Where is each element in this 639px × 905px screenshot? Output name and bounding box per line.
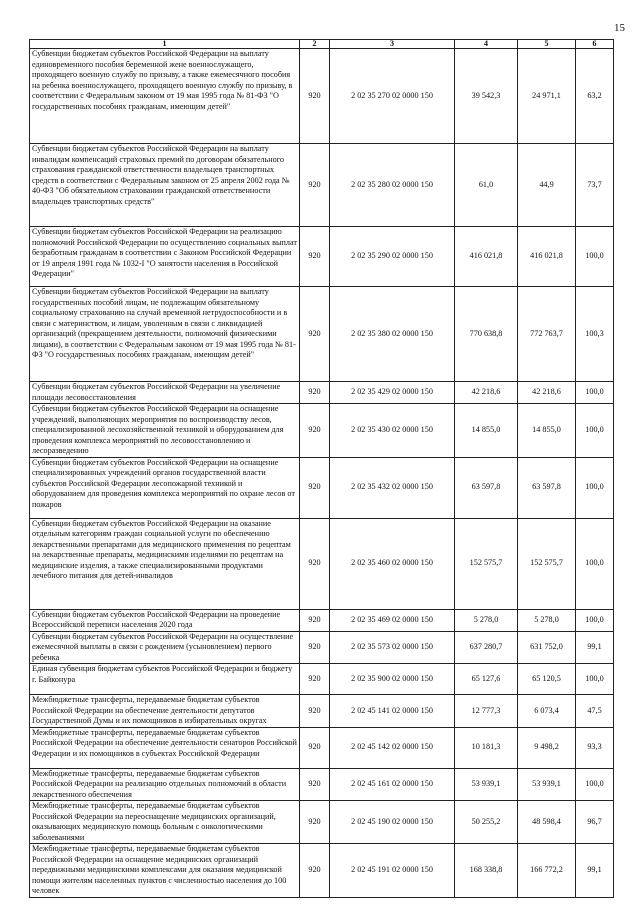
row-description: Субвенции бюджетам субъектов Российской Федерации на оказание отдельным категориям граждан социальной услуги по обеспечению лекарственными препаратами для медицинского применения по рецептам на лекарственные препараты, медицинскими изделиями по рецептам на медицинские изделия, а также специализированными продуктами лечебного питания для детей-инвалидов	[30, 518, 300, 609]
row-admin-code: 920	[300, 144, 330, 227]
row-percent: 100,3	[576, 287, 614, 382]
row-percent: 93,3	[576, 727, 614, 768]
row-actual-value: 152 575,7	[518, 518, 576, 609]
row-description: Субвенции бюджетам субъектов Российской Федерации на проведение Всероссийской переписи населения 2020 года	[30, 609, 300, 631]
row-budget-code: 2 02 35 429 02 0000 150	[330, 382, 455, 404]
row-plan-value: 416 021,8	[455, 227, 518, 287]
row-percent: 100,0	[576, 382, 614, 404]
row-actual-value: 5 278,0	[518, 609, 576, 631]
row-budget-code: 2 02 45 191 02 0000 150	[330, 844, 455, 898]
row-budget-code: 2 02 35 430 02 0000 150	[330, 404, 455, 458]
row-description: Субвенции бюджетам субъектов Российской Федерации на реализацию полномочий Российской Федерации по осуществлению социальных выплат безработным гражданам в соответствии с Законом Российской Федерации от 19 апреля 1991 года № 1032-I "О занятости населения в Российской Федерации"	[30, 227, 300, 287]
row-percent: 100,0	[576, 457, 614, 518]
page-number: 15	[614, 22, 625, 34]
row-admin-code: 920	[300, 631, 330, 664]
row-budget-code: 2 02 35 380 02 0000 150	[330, 287, 455, 382]
row-description: Межбюджетные трансферты, передаваемые бюджетам субъектов Российской Федерации на переоснащение медицинских организаций, оказывающих медицинскую помощь больным с онкологическими заболеваниями	[30, 801, 300, 844]
column-header: 2	[300, 40, 330, 49]
table-row	[30, 609, 614, 631]
row-percent: 100,0	[576, 664, 614, 695]
row-admin-code: 920	[300, 801, 330, 844]
row-budget-code: 2 02 45 190 02 0000 150	[330, 801, 455, 844]
row-plan-value: 770 638,8	[455, 287, 518, 382]
row-actual-value: 631 752,0	[518, 631, 576, 664]
row-actual-value: 166 772,2	[518, 844, 576, 898]
row-actual-value: 14 855,0	[518, 404, 576, 458]
row-admin-code: 920	[300, 664, 330, 695]
header-row	[30, 40, 614, 49]
row-description: Межбюджетные трансферты, передаваемые бюджетам субъектов Российской Федерации на оснащение медицинских организаций передвижными медицинскими комплексами для оказания медицинской помощи жителям населенных пунктов с численностью населения до 100 человек	[30, 844, 300, 898]
row-admin-code: 920	[300, 404, 330, 458]
row-plan-value: 42 218,6	[455, 382, 518, 404]
row-plan-value: 637 280,7	[455, 631, 518, 664]
table-row	[30, 801, 614, 844]
row-actual-value: 772 763,7	[518, 287, 576, 382]
row-plan-value: 50 255,2	[455, 801, 518, 844]
row-percent: 63,2	[576, 49, 614, 144]
row-budget-code: 2 02 35 280 02 0000 150	[330, 144, 455, 227]
row-budget-code: 2 02 35 290 02 0000 150	[330, 227, 455, 287]
row-actual-value: 416 021,8	[518, 227, 576, 287]
row-actual-value: 42 218,6	[518, 382, 576, 404]
row-actual-value: 9 498,2	[518, 727, 576, 768]
row-admin-code: 920	[300, 457, 330, 518]
row-plan-value: 10 181,3	[455, 727, 518, 768]
column-header: 5	[518, 40, 576, 49]
row-admin-code: 920	[300, 727, 330, 768]
row-admin-code: 920	[300, 227, 330, 287]
row-budget-code: 2 02 35 460 02 0000 150	[330, 518, 455, 609]
table-body	[30, 49, 614, 898]
column-header: 4	[455, 40, 518, 49]
row-actual-value: 6 073,4	[518, 695, 576, 728]
row-budget-code: 2 02 35 270 02 0000 150	[330, 49, 455, 144]
row-admin-code: 920	[300, 695, 330, 728]
row-plan-value: 63 597,8	[455, 457, 518, 518]
row-actual-value: 44,9	[518, 144, 576, 227]
table-row	[30, 49, 614, 144]
table-row	[30, 695, 614, 728]
row-percent: 100,0	[576, 227, 614, 287]
row-description: Субвенции бюджетам субъектов Российской Федерации на выплату государственных пособий лицам, не подлежащим обязательному социальному страхованию на случай временной нетрудоспособности и в связи с материнством, и лицам, уволенным в связи с ликвидацией организаций (прекращением деятельности, полномочий физическими лицами), в соответствии с Федеральным законом от 19 мая 1995 года № 81-ФЗ "О государственных пособиях гражданам, имеющим детей"	[30, 287, 300, 382]
row-actual-value: 65 120,5	[518, 664, 576, 695]
table-row	[30, 144, 614, 227]
row-budget-code: 2 02 35 432 02 0000 150	[330, 457, 455, 518]
column-header: 6	[576, 40, 614, 49]
table-row	[30, 727, 614, 768]
row-plan-value: 53 939,1	[455, 768, 518, 801]
row-description: Субвенции бюджетам субъектов Российской Федерации на оснащение учреждений, выполняющих мероприятия по воспроизводству лесов, специализированной лесохозяйственной техникой и оборудованием для проведения комплекса мероприятий по лесовосстановлению и лесоразведению	[30, 404, 300, 458]
row-actual-value: 53 939,1	[518, 768, 576, 801]
row-admin-code: 920	[300, 609, 330, 631]
row-budget-code: 2 02 45 142 02 0000 150	[330, 727, 455, 768]
row-budget-code: 2 02 35 573 02 0000 150	[330, 631, 455, 664]
table-row	[30, 287, 614, 382]
row-description: Межбюджетные трансферты, передаваемые бюджетам субъектов Российской Федерации на обеспечение деятельности сенаторов Российской Федерации и их помощников в субъектах Российской Федерации	[30, 727, 300, 768]
row-percent: 100,0	[576, 518, 614, 609]
row-admin-code: 920	[300, 844, 330, 898]
table-row	[30, 631, 614, 664]
row-budget-code: 2 02 35 469 02 0000 150	[330, 609, 455, 631]
row-percent: 99,1	[576, 844, 614, 898]
row-budget-code: 2 02 45 141 02 0000 150	[330, 695, 455, 728]
row-percent: 47,5	[576, 695, 614, 728]
row-description: Субвенции бюджетам субъектов Российской Федерации на выплату инвалидам компенсаций страховых премий по договорам обязательного страхования гражданской ответственности владельцев транспортных средств в соответствии с Федеральным законом от 25 апреля 2002 года № 40-ФЗ "Об обязательном страховании гражданской ответственности владельцев транспортных средств"	[30, 144, 300, 227]
budget-table	[29, 39, 614, 898]
row-description: Межбюджетные трансферты, передаваемые бюджетам субъектов Российской Федерации на реализацию отдельных полномочий в области лекарственного обеспечения	[30, 768, 300, 801]
row-description: Субвенции бюджетам субъектов Российской Федерации на выплату единовременного пособия беременной жене военнослужащего, проходящего военную службу по призыву, а также ежемесячного пособия на ребенка военнослужащего, проходящего военную службу по призыву, в соответствии с Федеральным законом от 19 мая 1995 года № 81-ФЗ "О государственных пособиях гражданам, имеющим детей"	[30, 49, 300, 144]
row-actual-value: 63 597,8	[518, 457, 576, 518]
row-plan-value: 168 338,8	[455, 844, 518, 898]
row-admin-code: 920	[300, 49, 330, 144]
row-actual-value: 48 598,4	[518, 801, 576, 844]
column-header: 1	[30, 40, 300, 49]
row-percent: 100,0	[576, 768, 614, 801]
row-budget-code: 2 02 45 161 02 0000 150	[330, 768, 455, 801]
row-plan-value: 61,0	[455, 144, 518, 227]
row-plan-value: 152 575,7	[455, 518, 518, 609]
row-percent: 100,0	[576, 609, 614, 631]
table-row	[30, 227, 614, 287]
row-plan-value: 5 278,0	[455, 609, 518, 631]
row-percent: 73,7	[576, 144, 614, 227]
table-row	[30, 518, 614, 609]
row-budget-code: 2 02 35 900 02 0000 150	[330, 664, 455, 695]
row-percent: 100,0	[576, 404, 614, 458]
row-admin-code: 920	[300, 287, 330, 382]
row-actual-value: 24 971,1	[518, 49, 576, 144]
row-admin-code: 920	[300, 518, 330, 609]
table-row	[30, 664, 614, 695]
row-plan-value: 12 777,3	[455, 695, 518, 728]
row-description: Субвенции бюджетам субъектов Российской Федерации на увеличение площади лесовосстановления	[30, 382, 300, 404]
table-row	[30, 768, 614, 801]
table-row	[30, 457, 614, 518]
row-percent: 96,7	[576, 801, 614, 844]
table-row	[30, 844, 614, 898]
table-row	[30, 382, 614, 404]
row-admin-code: 920	[300, 382, 330, 404]
row-plan-value: 39 542,3	[455, 49, 518, 144]
row-plan-value: 14 855,0	[455, 404, 518, 458]
row-description: Субвенции бюджетам субъектов Российской Федерации на оснащение специализированных учреждений органов государственной власти субъектов Российской Федерации лесопожарной техникой и оборудованием для проведения комплекса мероприятий по охране лесов от пожаров	[30, 457, 300, 518]
row-percent: 99,1	[576, 631, 614, 664]
column-header: 3	[330, 40, 455, 49]
row-description: Субвенции бюджетам субъектов Российской Федерации на осуществление ежемесячной выплаты в связи с рождением (усыновлением) первого ребенка	[30, 631, 300, 664]
row-plan-value: 65 127,6	[455, 664, 518, 695]
table-row	[30, 404, 614, 458]
row-description: Единая субвенция бюджетам субъектов Российской Федерации и бюджету г. Байконура	[30, 664, 300, 695]
row-admin-code: 920	[300, 768, 330, 801]
row-description: Межбюджетные трансферты, передаваемые бюджетам субъектов Российской Федерации на обеспечение деятельности депутатов Государственной Думы и их помощников в избирательных округах	[30, 695, 300, 728]
